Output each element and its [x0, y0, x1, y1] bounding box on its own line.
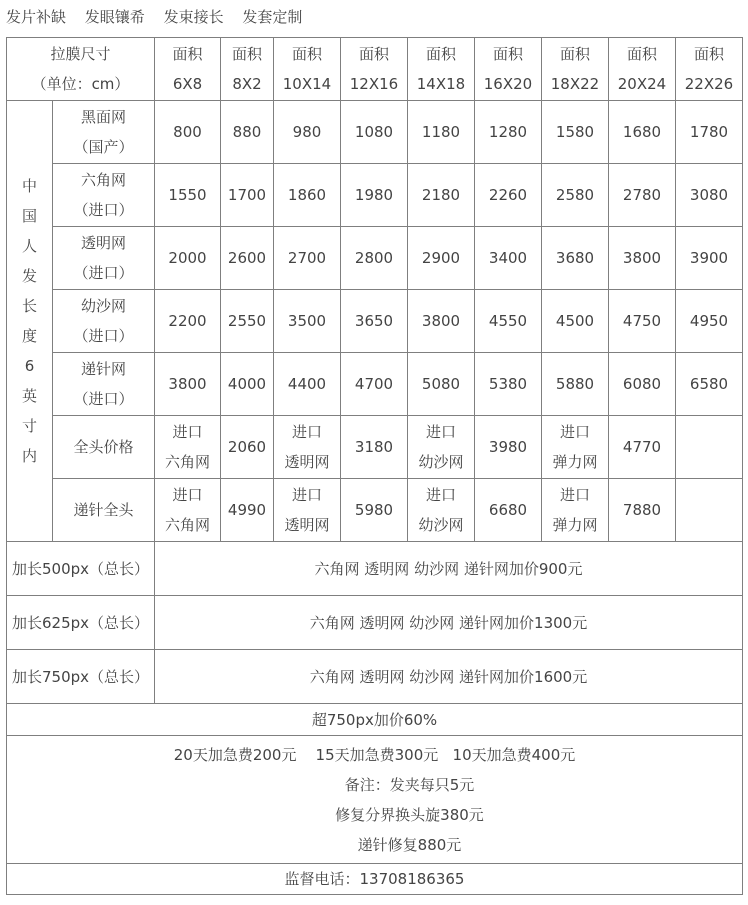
price-cell: 1280: [475, 101, 542, 164]
length-row: [7, 650, 743, 704]
top-link-4[interactable]: 发套定制: [242, 8, 303, 26]
price-cell: 5880: [542, 353, 609, 416]
size-header: 面积 6X8: [155, 38, 221, 101]
table-row: [7, 227, 743, 290]
price-cell: 3800: [155, 353, 221, 416]
price-cell: 4950: [676, 290, 743, 353]
material-label: 六角网 （进口）: [53, 164, 155, 227]
price-cell: 3080: [676, 164, 743, 227]
price-cell: 2180: [408, 164, 475, 227]
rush-fees: 20天加急费200元 15天加急费300元 10天加急费400元: [173, 745, 576, 764]
price-cell: 1580: [542, 101, 609, 164]
price-cell: 4500: [542, 290, 609, 353]
price-cell: 6080: [609, 353, 676, 416]
fees-notes-cell: [7, 736, 743, 864]
price-cell: 6580: [676, 353, 743, 416]
length-surcharge: 六角网 透明网 幼沙网 递针网加价900元: [155, 542, 743, 596]
length-row: [7, 542, 743, 596]
over-750-row: [7, 704, 743, 736]
top-link-2[interactable]: 发眼镶希: [84, 8, 145, 26]
note-line: 递针修复880元: [357, 835, 462, 854]
price-cell: 1080: [341, 101, 408, 164]
price-cell: 3800: [408, 290, 475, 353]
price-cell: 5380: [475, 353, 542, 416]
price-cell: 2580: [542, 164, 609, 227]
price-cell: 2060: [221, 416, 274, 479]
mesh-cell: 进口 六角网: [155, 416, 221, 479]
note-line: 备注：发夹每只5元: [344, 775, 475, 794]
material-label: 幼沙网 （进口）: [53, 290, 155, 353]
price-cell: 2260: [475, 164, 542, 227]
price-cell: 5080: [408, 353, 475, 416]
size-header: 面积 12X16: [341, 38, 408, 101]
table-row: [7, 479, 743, 542]
size-label-cell: [7, 38, 155, 101]
price-cell: 4550: [475, 290, 542, 353]
length-label: 加长750px（总长）: [7, 650, 155, 704]
material-label: 透明网 （进口）: [53, 227, 155, 290]
price-cell: 3900: [676, 227, 743, 290]
header-row: [7, 38, 743, 101]
mesh-cell: 进口 透明网: [274, 479, 341, 542]
price-cell: 4990: [221, 479, 274, 542]
mesh-cell: 进口 弹力网: [542, 479, 609, 542]
mesh-cell: 进口 幼沙网: [408, 416, 475, 479]
size-header: 面积 10X14: [274, 38, 341, 101]
price-cell: 1700: [221, 164, 274, 227]
top-links: [6, 6, 316, 28]
price-cell: 980: [274, 101, 341, 164]
price-cell: 3400: [475, 227, 542, 290]
mesh-cell: 进口 弹力网: [542, 416, 609, 479]
length-row: [7, 596, 743, 650]
price-cell: 5980: [341, 479, 408, 542]
hotline-row: [7, 864, 743, 895]
length-label: 加长625px（总长）: [7, 596, 155, 650]
table-row: [7, 164, 743, 227]
hotline: 监督电话：13708186365: [7, 864, 743, 895]
size-header: 面积 20X24: [609, 38, 676, 101]
table-row: [7, 416, 743, 479]
length-surcharge: 六角网 透明网 幼沙网 递针网加价1300元: [155, 596, 743, 650]
price-cell: 3650: [341, 290, 408, 353]
material-label: 黑面网 （国产）: [53, 101, 155, 164]
table-row: [7, 101, 743, 164]
material-label: 递针网 （进口）: [53, 353, 155, 416]
table-row: [7, 353, 743, 416]
price-cell: 4000: [221, 353, 274, 416]
top-link-3[interactable]: 发束接长: [163, 8, 224, 26]
mesh-cell: 进口 透明网: [274, 416, 341, 479]
fees-row: [7, 736, 743, 864]
full-head-label: 递针全头: [53, 479, 155, 542]
price-cell: 2700: [274, 227, 341, 290]
price-cell: 2600: [221, 227, 274, 290]
mesh-cell: 进口 幼沙网: [408, 479, 475, 542]
price-cell: 6680: [475, 479, 542, 542]
price-cell: 3980: [475, 416, 542, 479]
price-cell: 4750: [609, 290, 676, 353]
note-line: 修复分界换头旋380元: [335, 805, 484, 824]
size-label-line1: 拉膜尺寸: [50, 45, 111, 63]
table-row: [7, 290, 743, 353]
mesh-cell: 进口 六角网: [155, 479, 221, 542]
price-cell: 1980: [341, 164, 408, 227]
price-cell: 2200: [155, 290, 221, 353]
full-head-label: 全头价格: [53, 416, 155, 479]
price-cell: 1180: [408, 101, 475, 164]
price-cell: 800: [155, 101, 221, 164]
price-cell: 3800: [609, 227, 676, 290]
price-cell: 3680: [542, 227, 609, 290]
empty-cell: [676, 479, 743, 542]
top-link-1[interactable]: 发片补缺: [6, 8, 67, 26]
empty-cell: [676, 416, 743, 479]
price-cell: 2800: [341, 227, 408, 290]
size-header: 面积 16X20: [475, 38, 542, 101]
price-cell: 4400: [274, 353, 341, 416]
price-cell: 2780: [609, 164, 676, 227]
group-label-cell: 中 国 人 发 长 度 6 英 寸 内: [7, 101, 53, 542]
price-cell: 880: [221, 101, 274, 164]
price-cell: 3180: [341, 416, 408, 479]
price-cell: 1680: [609, 101, 676, 164]
length-label: 加长500px（总长）: [7, 542, 155, 596]
size-header: 面积 22X26: [676, 38, 743, 101]
price-cell: 4770: [609, 416, 676, 479]
price-cell: 7880: [609, 479, 676, 542]
price-cell: 1550: [155, 164, 221, 227]
price-cell: 1860: [274, 164, 341, 227]
price-cell: 2550: [221, 290, 274, 353]
price-table: [6, 37, 743, 895]
price-cell: 4700: [341, 353, 408, 416]
size-label-line2: （单位：cm）: [31, 75, 130, 93]
over-750-note: 超750px加价60%: [7, 704, 743, 736]
length-surcharge: 六角网 透明网 幼沙网 递针网加价1600元: [155, 650, 743, 704]
price-cell: 2900: [408, 227, 475, 290]
size-header: 面积 18X22: [542, 38, 609, 101]
price-cell: 2000: [155, 227, 221, 290]
size-header: 面积 8X2: [221, 38, 274, 101]
price-cell: 1780: [676, 101, 743, 164]
size-header: 面积 14X18: [408, 38, 475, 101]
price-cell: 3500: [274, 290, 341, 353]
